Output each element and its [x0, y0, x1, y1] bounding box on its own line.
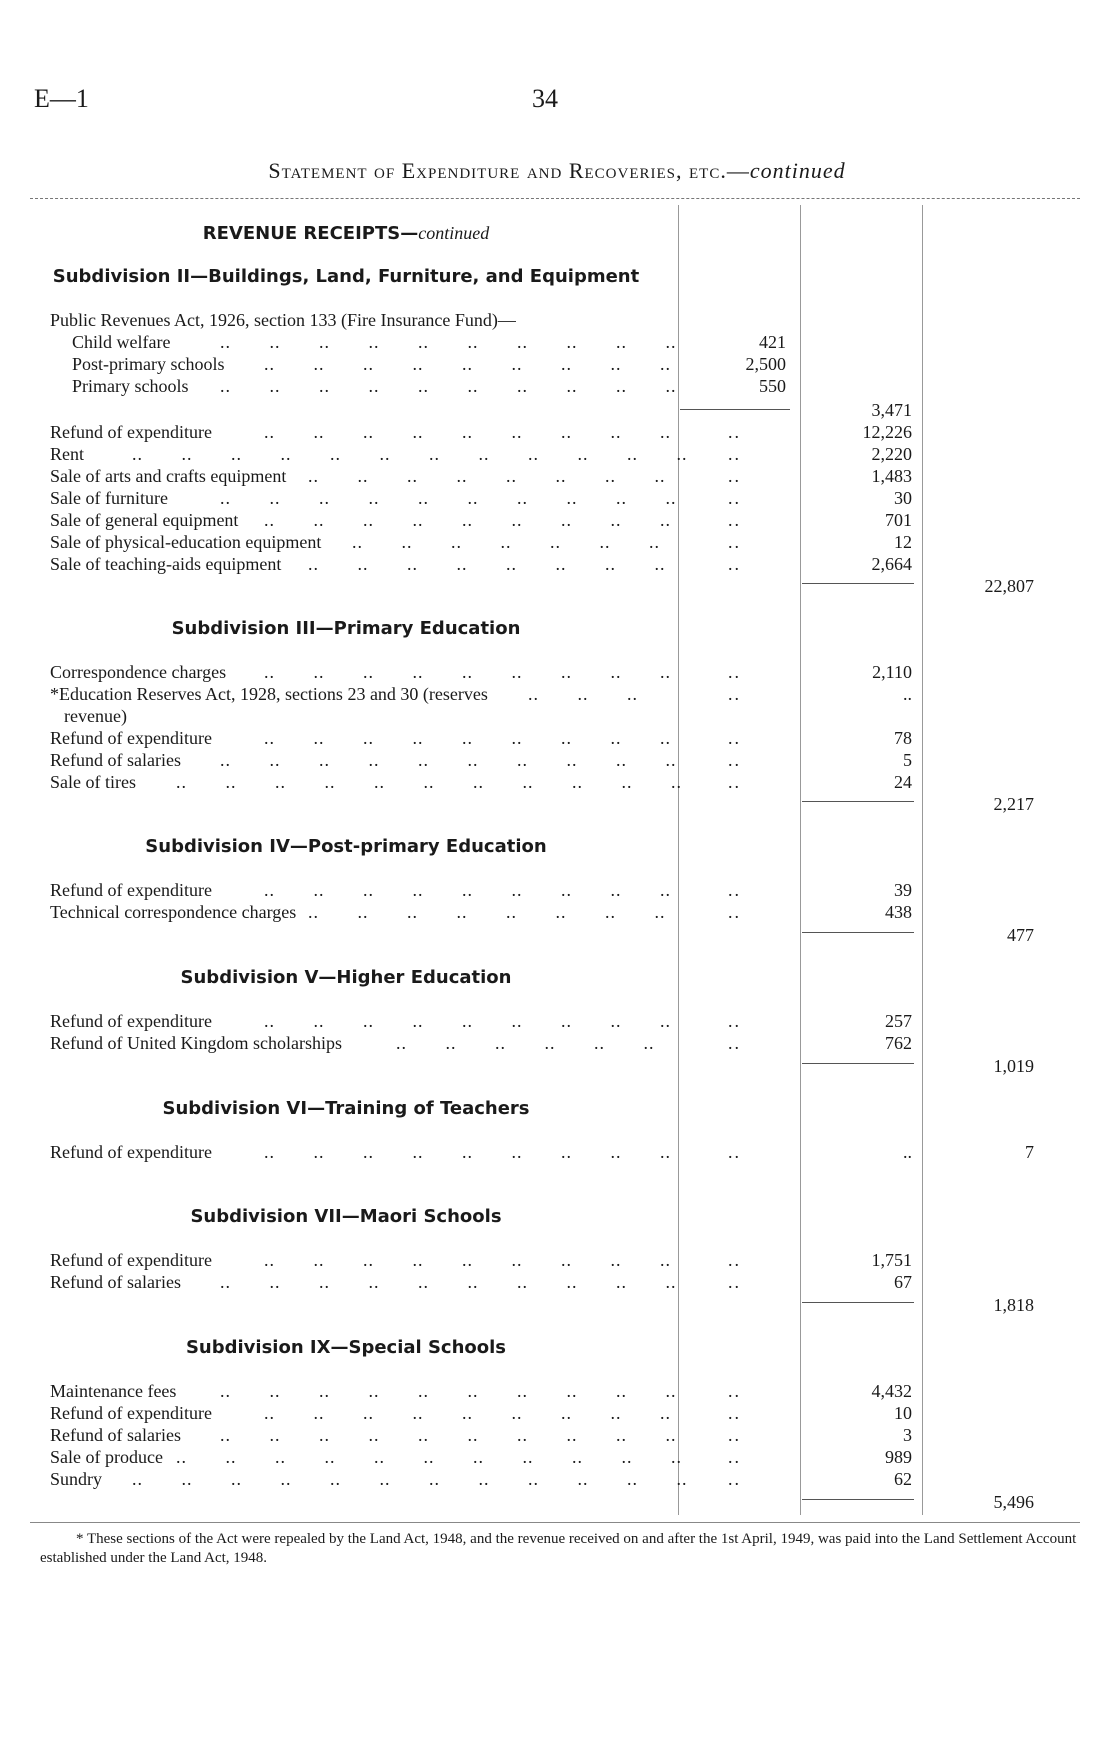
table-row — [0, 794, 1114, 816]
row-dots: .. — [728, 488, 741, 508]
revenue-heading-main: REVENUE RECEIPTS— — [202, 223, 419, 244]
table-row — [0, 1250, 1114, 1272]
leader-dots: .. .. .. .. .. .. .. .. .. — [264, 510, 671, 530]
table-row — [0, 532, 1114, 554]
table-row — [0, 1011, 1114, 1033]
subdivision-total: 1,818 — [993, 1295, 1034, 1315]
subdivision-vii-heading: Subdivision VII—Maori Schools — [190, 1206, 502, 1227]
row-amount: 1,483 — [871, 466, 912, 486]
act-line: Public Revenues Act, 1926, section 133 (Fire Insurance Fund)— — [50, 310, 516, 330]
row-dots: .. — [728, 772, 741, 792]
subdivision-total: 2,217 — [993, 794, 1034, 814]
revenue-heading-suffix: continued — [418, 223, 490, 243]
leader-dots: .. .. .. .. .. .. .. .. .. .. .. — [176, 772, 682, 792]
row-label: Refund of expenditure — [50, 1250, 212, 1270]
row-dots: .. — [728, 1033, 741, 1053]
row-amount: 24 — [894, 772, 912, 792]
page-header — [0, 84, 1114, 114]
footnote-rule — [30, 1522, 1080, 1523]
row-amount: 438 — [885, 902, 912, 922]
table-row — [0, 662, 1114, 684]
row-label: Sale of tires — [50, 772, 136, 792]
subdivision-total: 22,807 — [984, 576, 1034, 596]
row-amount: 1,751 — [871, 1250, 912, 1270]
leader-dots: .. .. .. .. .. .. .. .. .. .. — [220, 1425, 677, 1445]
document-title — [0, 158, 1114, 184]
row-amount: 762 — [885, 1033, 912, 1053]
row-dots: .. — [728, 750, 741, 770]
act-subtotal: 3,471 — [871, 400, 912, 420]
table-row — [0, 576, 1114, 598]
subdivision-v-heading: Subdivision V—Higher Education — [180, 967, 512, 988]
leader-dots: .. .. .. .. .. .. .. .. .. — [264, 1011, 671, 1031]
table-row — [0, 422, 1114, 444]
header-rule — [30, 198, 1080, 199]
leader-dots: .. .. .. .. .. .. .. .. .. .. — [220, 376, 677, 396]
table-row — [0, 706, 1114, 728]
row-label: Refund of expenditure — [50, 1011, 212, 1031]
row-amount: 12,226 — [862, 422, 912, 442]
row-dots: .. — [728, 684, 741, 704]
row-dots: .. — [728, 902, 741, 922]
leader-dots: .. .. .. .. .. .. .. .. .. .. — [220, 332, 677, 352]
row-dots: .. — [728, 510, 741, 530]
table-row — [0, 1425, 1114, 1447]
table-row — [0, 902, 1114, 924]
table-row — [0, 1447, 1114, 1469]
page-number: 34 — [532, 84, 558, 113]
row-amount: .. — [903, 684, 912, 704]
table-row — [0, 332, 1114, 354]
row-label: Rent — [50, 444, 84, 464]
row-label: Sale of furniture — [50, 488, 168, 508]
table-row — [0, 444, 1114, 466]
row-label: Sale of teaching-aids equipment — [50, 554, 282, 574]
row-label-continued: revenue) — [64, 706, 127, 726]
row-label: Primary schools — [72, 376, 189, 396]
row-amount: 30 — [894, 488, 912, 508]
table-row — [0, 1469, 1114, 1491]
leader-dots: .. .. .. .. .. .. .. .. .. — [264, 1250, 671, 1270]
row-dots: .. — [728, 1425, 741, 1445]
row-amount: 2,110 — [872, 662, 912, 682]
row-label: Sale of produce — [50, 1447, 163, 1467]
row-label: Sale of general equipment — [50, 510, 239, 530]
row-label: Sundry — [50, 1469, 103, 1489]
leader-dots: .. .. .. .. .. .. .. .. .. — [264, 1142, 671, 1162]
leader-dots: .. .. .. .. .. .. .. .. .. .. — [220, 750, 677, 770]
leader-dots: .. .. .. .. .. .. .. .. .. .. .. .. — [132, 1469, 688, 1489]
table-row — [0, 510, 1114, 532]
row-label: *Education Reserves Act, 1928, sections 23 and 30 (reserves — [50, 684, 488, 704]
subdivision-vi-heading: Subdivision VI—Training of Teachers — [162, 1098, 530, 1119]
table-row — [0, 554, 1114, 576]
row-label: Correspondence charges — [50, 662, 227, 682]
leader-dots: .. .. .. .. .. .. .. .. .. .. — [220, 1381, 677, 1401]
row-amount: 701 — [885, 510, 912, 530]
row-dots: .. — [728, 422, 741, 442]
table-row — [0, 1033, 1114, 1055]
row-dots: .. — [728, 1272, 741, 1292]
row-amount: 550 — [759, 376, 786, 396]
footnote: * These sections of the Act were repealed by the Land Act, 1948, and the revenue received on and after the 1st April, 1949, was paid into the Land Settlement Account established under the Land Act, 1948. — [40, 1531, 1077, 1566]
row-amount: 4,432 — [871, 1381, 912, 1401]
row-amount: 67 — [894, 1272, 912, 1292]
table-row — [0, 310, 1114, 332]
leader-dots: .. .. .. .. .. .. .. .. — [308, 554, 666, 574]
row-amount: 78 — [894, 728, 912, 748]
row-dots: .. — [728, 1142, 741, 1162]
row-amount: 2,500 — [745, 354, 786, 374]
subdivision-total: 1,019 — [993, 1056, 1034, 1076]
row-amount: .. — [903, 1142, 912, 1162]
row-dots: .. — [728, 554, 741, 574]
row-amount: 421 — [759, 332, 786, 352]
row-label: Sale of arts and crafts equipment — [50, 466, 287, 486]
row-label: Refund of expenditure — [50, 1403, 212, 1423]
row-amount: 39 — [894, 880, 912, 900]
row-label: Refund of salaries — [50, 1272, 181, 1292]
row-amount: 3 — [903, 1425, 912, 1445]
row-label: Child welfare — [72, 332, 171, 352]
subdivision-total: 477 — [1007, 925, 1034, 945]
table-row — [0, 1403, 1114, 1425]
row-amount: 5 — [903, 750, 912, 770]
row-label: Technical correspondence charges — [50, 902, 297, 922]
row-amount: 12 — [894, 532, 912, 552]
subdivision-iii-heading: Subdivision III—Primary Education — [171, 618, 521, 639]
row-amount: 257 — [885, 1011, 912, 1031]
table-row — [0, 880, 1114, 902]
row-label: Refund of expenditure — [50, 880, 212, 900]
leader-dots: .. .. .. .. .. .. .. — [352, 532, 660, 552]
row-label: Post-primary schools — [72, 354, 225, 374]
row-label: Refund of expenditure — [50, 422, 212, 442]
leader-dots: .. .. .. .. .. .. .. .. .. — [264, 662, 671, 682]
row-dots: .. — [728, 1447, 741, 1467]
row-dots: .. — [728, 444, 741, 464]
leader-dots: .. .. .. .. .. .. .. .. — [308, 466, 666, 486]
subdivision-total: 5,496 — [993, 1492, 1034, 1512]
subdivision-iv-heading: Subdivision IV—Post-primary Education — [145, 836, 547, 857]
row-label: Refund of salaries — [50, 1425, 181, 1445]
document-title-main: Statement of Expenditure and Recoveries, etc.— — [268, 158, 750, 183]
leader-dots: .. .. .. .. .. .. .. .. .. — [264, 354, 671, 374]
row-label: Refund of expenditure — [50, 1142, 212, 1162]
row-label: Refund of salaries — [50, 750, 181, 770]
leader-dots: .. .. .. — [528, 684, 638, 704]
leader-dots: .. .. .. .. .. .. .. .. .. .. .. .. — [132, 444, 688, 464]
row-dots: .. — [728, 1469, 741, 1489]
table-row — [0, 1492, 1114, 1514]
leader-dots: .. .. .. .. .. .. .. .. .. — [264, 880, 671, 900]
subdivision-ii-heading: Subdivision II—Buildings, Land, Furniture, and Equipment — [52, 266, 640, 287]
table-row — [0, 1272, 1114, 1294]
row-label: Refund of United Kingdom scholarships — [50, 1033, 342, 1053]
row-dots: .. — [728, 1403, 741, 1423]
table-row — [0, 750, 1114, 772]
subdivision-ix-heading: Subdivision IX—Special Schools — [185, 1337, 507, 1358]
row-amount: 989 — [885, 1447, 912, 1467]
table-row — [0, 376, 1114, 398]
subdivision-total: 7 — [1025, 1142, 1034, 1162]
table-row — [0, 1295, 1114, 1317]
table-row — [0, 684, 1114, 706]
revenue-heading — [30, 223, 662, 244]
table-row — [0, 466, 1114, 488]
table-row — [0, 1142, 1114, 1164]
row-dots: .. — [728, 466, 741, 486]
row-dots: .. — [728, 1250, 741, 1270]
leader-dots: .. .. .. .. .. .. .. .. — [308, 902, 666, 922]
leader-dots: .. .. .. .. .. .. .. .. .. — [264, 422, 671, 442]
leader-dots: .. .. .. .. .. .. .. .. .. — [264, 728, 671, 748]
row-amount: 2,664 — [871, 554, 912, 574]
row-dots: .. — [728, 1381, 741, 1401]
table-row — [0, 1056, 1114, 1078]
page-code: E—1 — [34, 84, 89, 113]
leader-dots: .. .. .. .. .. .. .. .. .. .. — [220, 1272, 677, 1292]
leader-dots: .. .. .. .. .. .. .. .. .. .. .. — [176, 1447, 682, 1467]
row-amount: 62 — [894, 1469, 912, 1489]
table-row — [0, 1381, 1114, 1403]
leader-dots: .. .. .. .. .. .. .. .. .. — [264, 1403, 671, 1423]
row-label: Refund of expenditure — [50, 728, 212, 748]
table-row — [0, 925, 1114, 947]
document-title-suffix: continued — [749, 158, 846, 183]
row-dots: .. — [728, 880, 741, 900]
row-dots: .. — [728, 728, 741, 748]
leader-dots: .. .. .. .. .. .. — [396, 1033, 655, 1053]
row-dots: .. — [728, 1011, 741, 1031]
table-row — [0, 400, 1114, 422]
row-label: Sale of physical-education equipment — [50, 532, 322, 552]
row-label: Maintenance fees — [50, 1381, 177, 1401]
row-amount: 2,220 — [871, 444, 912, 464]
row-amount: 10 — [894, 1403, 912, 1423]
row-dots: .. — [728, 532, 741, 552]
row-dots: .. — [728, 662, 741, 682]
table-row — [0, 772, 1114, 794]
table-row — [0, 354, 1114, 376]
leader-dots: .. .. .. .. .. .. .. .. .. .. — [220, 488, 677, 508]
table-row — [0, 728, 1114, 750]
table-row — [0, 488, 1114, 510]
